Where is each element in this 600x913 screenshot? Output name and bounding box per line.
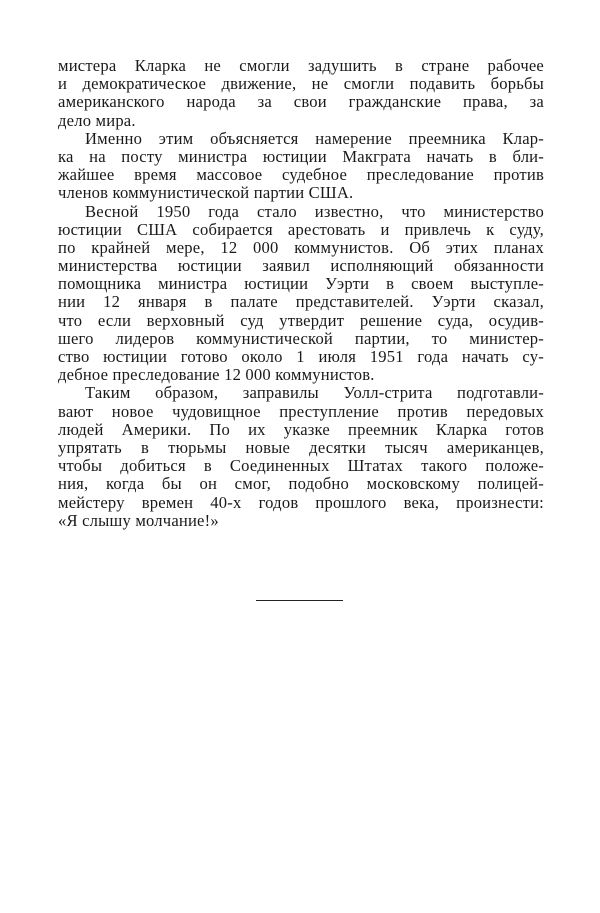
paragraph-1 xyxy=(58,57,544,130)
text-line: ка на посту министра юстиции Макграта начать в бли- xyxy=(58,146,544,166)
paragraph-2 xyxy=(58,130,544,203)
text-line: «Я слышу молчание!» xyxy=(58,510,219,530)
paragraph-3 xyxy=(58,203,544,385)
text-line: Таким образом, заправилы Уолл-стрита подготавли- xyxy=(85,383,544,403)
text-line: Именно этим объясняется намерение преемника Клар- xyxy=(85,128,544,148)
text-line: что если верховный суд утвердит решение суда, осудив- xyxy=(58,310,544,330)
text-line: юстиции США собирается арестовать и привлечь к суду, xyxy=(58,219,544,239)
text-line: жайшее время массовое судебное преследование против xyxy=(58,165,544,185)
text-line: ство юстиции готово около 1 июля 1951 года начать су- xyxy=(58,347,544,366)
text-line: чтобы добиться в Соединенных Штатах такого положе- xyxy=(58,456,544,476)
text-line: американского народа за свои гражданские права, за xyxy=(58,92,544,112)
text-line: мистера Кларка не смогли задушить в стране рабочее xyxy=(58,56,544,75)
section-end-rule xyxy=(256,600,343,601)
text-line: людей Америки. По их указке преемник Кларка готов xyxy=(58,419,544,439)
text-line: упрятать в тюрьмы новые десятки тысяч американцев, xyxy=(58,437,544,457)
text-line: и демократическое движение, не смогли подавить борьбы xyxy=(58,74,544,94)
text-line: ния, когда бы он смог, подобно московскому полицей- xyxy=(58,474,544,494)
text-line: нии 12 января в палате представителей. Уэрти сказал, xyxy=(58,292,544,312)
text-line: министерства юстиции заявил исполняющий обязанности xyxy=(58,256,544,276)
text-line: помощника министра юстиции Уэрти в своем выступле- xyxy=(58,274,544,294)
text-line: Весной 1950 года стало известно, что министерство xyxy=(85,201,544,221)
paragraph-4 xyxy=(58,384,544,530)
text-line: дело мира. xyxy=(58,110,136,130)
text-line: по крайней мере, 12 000 коммунистов. Об этих планах xyxy=(58,237,544,257)
text-line: мейстеру времен 40-х годов прошлого века, произнести: xyxy=(58,492,544,512)
text-line: шего лидеров коммунистической партии, то министер- xyxy=(58,328,544,348)
text-line: членов коммунистической партии США. xyxy=(58,183,354,203)
page-text xyxy=(58,57,544,530)
text-line: дебное преследование 12 000 коммунистов. xyxy=(58,365,375,385)
text-line: вают новое чудовищное преступление против передовых xyxy=(58,401,544,421)
